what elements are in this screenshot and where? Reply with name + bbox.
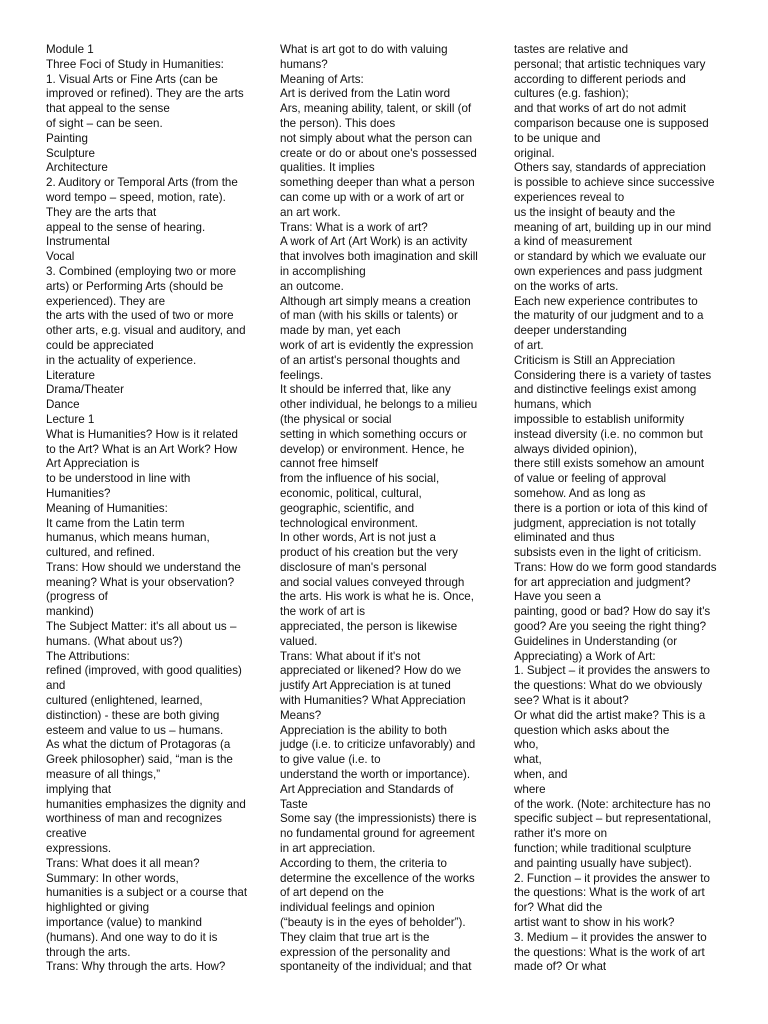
- text-line: of value or feeling of approval: [514, 472, 667, 486]
- text-line: Means?: [280, 708, 322, 722]
- text-line: from the influence of his social,: [280, 472, 440, 486]
- text-line: cultured (enlightened, learned,: [46, 694, 203, 708]
- text-line: technological environment.: [280, 516, 418, 530]
- text-line: setting in which something occurs or: [280, 427, 467, 441]
- text-line: (humans). And one way to do it is: [46, 930, 218, 944]
- text-line: the questions: What is the work of art: [514, 945, 705, 959]
- text-line: deeper understanding: [514, 324, 627, 338]
- text-line: worthiness of man and recognizes: [46, 812, 222, 826]
- text-line: and painting usually have subject).: [514, 856, 692, 870]
- text-line: artist want to show in his work?: [514, 916, 675, 930]
- text-line: mankind): [46, 605, 94, 619]
- text-line: in accomplishing: [280, 264, 366, 278]
- text-line: Or what did the artist make? This is a: [514, 708, 706, 722]
- text-line: humans. (What about us?): [46, 634, 183, 648]
- text-line: A work of Art (Art Work) is an activity: [280, 235, 468, 249]
- text-line: experienced). They are: [46, 294, 166, 308]
- text-line: to the Art? What is an Art Work? How: [46, 442, 238, 456]
- text-line: Lecture 1: [46, 412, 95, 426]
- text-line: arts) or Performing Arts (should be: [46, 279, 224, 293]
- text-line: distinction) - these are both giving: [46, 708, 220, 722]
- text-line: to give value (i.e. to: [280, 753, 381, 767]
- text-line: of an artist's personal thoughts and: [280, 353, 461, 367]
- text-line: always divided opinion),: [514, 442, 638, 456]
- text-line: determine the excellence of the works: [280, 871, 475, 885]
- text-line: and that works of art do not admit: [514, 102, 687, 116]
- text-line: cultures (e.g. fashion);: [514, 87, 629, 101]
- text-line: that involves both imagination and skill: [280, 250, 478, 264]
- text-line: They are the arts that: [46, 205, 157, 219]
- text-line: Criticism is Still an Appreciation: [514, 353, 676, 367]
- text-line: eliminated and thus: [514, 531, 615, 545]
- text-line: and social values conveyed through: [280, 575, 465, 589]
- text-line: The Subject Matter: it's all about us –: [46, 620, 237, 634]
- text-line: see? What is it about?: [514, 694, 629, 708]
- text-line: us the insight of beauty and the: [514, 205, 676, 219]
- text-line: They claim that true art is the: [280, 930, 430, 944]
- text-line: appreciated, the person is likewise: [280, 620, 458, 634]
- text-line: a kind of measurement: [514, 235, 632, 249]
- text-line: Summary: In other words,: [46, 871, 179, 885]
- text-line: on the works of arts.: [514, 279, 619, 293]
- text-line: specific subject – but representational,: [514, 812, 712, 826]
- text-line: the work of art is: [280, 605, 366, 619]
- text-line: word tempo – speed, motion, rate).: [46, 190, 226, 204]
- text-line: good? Are you seeing the right thing?: [514, 620, 707, 634]
- text-line: improved or refined). They are the arts: [46, 87, 244, 101]
- text-line: spontaneity of the individual; and that: [280, 960, 472, 974]
- text-line: for? What did the: [514, 901, 603, 915]
- text-line: 1. Visual Arts or Fine Arts (can be: [46, 72, 218, 86]
- text-line: humanities emphasizes the dignity and: [46, 797, 246, 811]
- text-line: no fundamental ground for agreement: [280, 827, 475, 841]
- text-line: an art work.: [280, 205, 341, 219]
- text-line: Instrumental: [46, 235, 110, 249]
- text-line: Art is derived from the Latin word: [280, 87, 451, 101]
- text-line: Literature: [46, 368, 95, 382]
- text-line: not simply about what the person can: [280, 131, 473, 145]
- text-line: Meaning of Humanities:: [46, 501, 168, 515]
- text-line: that appeal to the sense: [46, 102, 170, 116]
- text-line: and: [46, 679, 66, 693]
- text-line: of man (with his skills or talents) or: [280, 309, 458, 323]
- text-line: Dance: [46, 398, 80, 412]
- text-line: work of art is evidently the expression: [280, 338, 474, 352]
- text-line: personal; that artistic techniques vary: [514, 57, 706, 71]
- text-line: Guidelines in Understanding (or: [514, 634, 678, 648]
- text-line: in the actuality of experience.: [46, 353, 197, 367]
- text-line: 2. Auditory or Temporal Arts (from the: [46, 176, 238, 190]
- text-line: meaning? What is your observation?: [46, 575, 235, 589]
- text-line: humans?: [280, 57, 328, 71]
- text-line: the maturity of our judgment and to a: [514, 309, 704, 323]
- text-line: Trans: What about if it's not: [280, 649, 421, 663]
- text-line: In other words, Art is not just a: [280, 531, 436, 545]
- text-line: made by man, yet each: [280, 324, 401, 338]
- text-line: of sight – can be seen.: [46, 116, 163, 130]
- text-line: is possible to achieve since successive: [514, 176, 715, 190]
- text-line: individual feelings and opinion: [280, 901, 435, 915]
- text-line: Painting: [46, 131, 88, 145]
- text-line: subsists even in the light of criticism.: [514, 546, 702, 560]
- text-line: other individual, he belongs to a milieu: [280, 398, 478, 412]
- text-line: Ars, meaning ability, talent, or skill (of: [280, 102, 472, 116]
- text-line: importance (value) to mankind: [46, 916, 202, 930]
- text-line: Trans: How do we form good standards: [514, 560, 717, 574]
- text-line: It should be inferred that, like any: [280, 383, 451, 397]
- text-line: of art depend on the: [280, 886, 384, 900]
- text-line: the arts. His work is what he is. Once,: [280, 590, 474, 604]
- text-line: (“beauty is in the eyes of beholder”).: [280, 916, 466, 930]
- text-line: It came from the Latin term: [46, 516, 185, 530]
- text-line: in art appreciation.: [280, 842, 376, 856]
- text-line: or standard by which we evaluate our: [514, 250, 707, 264]
- text-line: cultured, and refined.: [46, 546, 155, 560]
- text-line: instead diversity (i.e. no common but: [514, 427, 703, 441]
- text-line: humans, which: [514, 398, 592, 412]
- text-line: 1. Subject – it provides the answers to: [514, 664, 710, 678]
- text-line: Although art simply means a creation: [280, 294, 471, 308]
- text-line: Three Foci of Study in Humanities:: [46, 57, 224, 71]
- text-line: Trans: How should we understand the: [46, 560, 241, 574]
- text-line: economic, political, cultural,: [280, 486, 422, 500]
- text-line: Some say (the impressionists) there is: [280, 812, 477, 826]
- text-line: disclosure of man's personal: [280, 560, 427, 574]
- text-line: original.: [514, 146, 555, 160]
- text-line: Art Appreciation is: [46, 457, 140, 471]
- text-line: appreciated or likened? How do we: [280, 664, 462, 678]
- text-column-1: [46, 43, 258, 975]
- text-line: can come up with or a work of art or: [280, 190, 465, 204]
- text-line: question which asks about the: [514, 723, 670, 737]
- text-line: The Attributions:: [46, 649, 130, 663]
- text-line: understand the worth or importance).: [280, 768, 471, 782]
- text-line: through the arts.: [46, 945, 131, 959]
- text-line: Drama/Theater: [46, 383, 124, 397]
- text-line: to be understood in line with: [46, 472, 191, 486]
- text-line: an outcome.: [280, 279, 344, 293]
- text-line: Have you seen a: [514, 590, 602, 604]
- text-line: create or do or about one's possessed: [280, 146, 477, 160]
- text-line: impossible to establish uniformity: [514, 412, 685, 426]
- text-line: other arts, e.g. visual and auditory, and: [46, 324, 246, 338]
- text-line: who,: [514, 738, 539, 752]
- text-line: painting, good or bad? How do say it's: [514, 605, 711, 619]
- text-line: Trans: What is a work of art?: [280, 220, 428, 234]
- text-line: Trans: What does it all mean?: [46, 856, 200, 870]
- text-line: Sculpture: [46, 146, 95, 160]
- text-line: could be appreciated: [46, 338, 154, 352]
- text-line: As what the dictum of Protagoras (a: [46, 738, 231, 752]
- text-line: (the physical or social: [280, 412, 392, 426]
- text-line: of art.: [514, 338, 544, 352]
- text-line: the arts with the used of two or more: [46, 309, 234, 323]
- text-line: esteem and value to us – humans.: [46, 723, 224, 737]
- text-line: made of? Or what: [514, 960, 607, 974]
- text-line: appeal to the sense of hearing.: [46, 220, 206, 234]
- text-line: product of his creation but the very: [280, 546, 458, 560]
- text-line: the person). This does: [280, 116, 396, 130]
- text-line: creative: [46, 827, 87, 841]
- text-line: experiences reveal to: [514, 190, 625, 204]
- text-line: Vocal: [46, 250, 75, 264]
- text-line: cannot free himself: [280, 457, 378, 471]
- text-line: tastes are relative and: [514, 43, 629, 56]
- text-line: According to them, the criteria to: [280, 856, 447, 870]
- text-line: expressions.: [46, 842, 112, 856]
- text-line: refined (improved, with good qualities): [46, 664, 242, 678]
- text-line: something deeper than what a person: [280, 176, 475, 190]
- text-line: comparison because one is supposed: [514, 116, 709, 130]
- text-line: Others say, standards of appreciation: [514, 161, 706, 175]
- text-line: what,: [514, 753, 542, 767]
- text-line: with Humanities? What Appreciation: [280, 694, 466, 708]
- text-line: when, and: [514, 768, 568, 782]
- text-line: Meaning of Arts:: [280, 72, 364, 86]
- text-line: Trans: Why through the arts. How?: [46, 960, 226, 974]
- text-line: humanus, which means human,: [46, 531, 210, 545]
- text-line: geographic, scientific, and: [280, 501, 415, 515]
- text-line: What is art got to do with valuing: [280, 43, 448, 56]
- text-line: 3. Combined (employing two or more: [46, 264, 237, 278]
- text-line: function; while traditional sculpture: [514, 842, 692, 856]
- text-line: Appreciating) a Work of Art:: [514, 649, 656, 663]
- text-line: 2. Function – it provides the answer to: [514, 871, 710, 885]
- text-line: measure of all things,”: [46, 768, 161, 782]
- text-line: for art appreciation and judgment?: [514, 575, 691, 589]
- text-line: judge (i.e. to criticize unfavorably) and: [280, 738, 476, 752]
- text-line: the questions: What is the work of art: [514, 886, 705, 900]
- text-line: where: [514, 782, 546, 796]
- text-line: valued.: [280, 634, 318, 648]
- text-line: justify Art Appreciation is at tuned: [280, 679, 451, 693]
- text-line: Taste: [280, 797, 308, 811]
- text-line: highlighted or giving: [46, 901, 150, 915]
- text-line: to be unique and: [514, 131, 601, 145]
- text-line: feelings.: [280, 368, 324, 382]
- text-line: Greek philosopher) said, “man is the: [46, 753, 233, 767]
- text-line: Appreciation is the ability to both: [280, 723, 447, 737]
- text-line: judgment, appreciation is not totally: [514, 516, 696, 530]
- text-line: 3. Medium – it provides the answer to: [514, 930, 707, 944]
- text-line: expression of the personality and: [280, 945, 451, 959]
- text-line: somehow. And as long as: [514, 486, 646, 500]
- text-line: implying that: [46, 782, 112, 796]
- text-line: meaning of art, building up in our mind: [514, 220, 712, 234]
- text-column-2: [280, 43, 492, 975]
- text-line: Humanities?: [46, 486, 111, 500]
- text-line: Art Appreciation and Standards of: [280, 782, 454, 796]
- text-line: and distinctive feelings exist among: [514, 383, 697, 397]
- text-line: Architecture: [46, 161, 108, 175]
- text-line: qualities. It implies: [280, 161, 375, 175]
- text-line: develop) or environment. Hence, he: [280, 442, 465, 456]
- text-line: the questions: What do we obviously: [514, 679, 703, 693]
- text-line: What is Humanities? How is it related: [46, 427, 239, 441]
- text-line: humanities is a subject or a course that: [46, 886, 248, 900]
- text-line: there still exists somehow an amount: [514, 457, 705, 471]
- text-line: of the work. (Note: architecture has no: [514, 797, 711, 811]
- text-line: according to different periods and: [514, 72, 686, 86]
- text-line: Considering there is a variety of tastes: [514, 368, 712, 382]
- text-line: there is a portion or iota of this kind of: [514, 501, 708, 515]
- text-column-3: [514, 43, 726, 975]
- text-line: (progress of: [46, 590, 108, 604]
- text-line: Each new experience contributes to: [514, 294, 698, 308]
- text-line: rather it's more on: [514, 827, 608, 841]
- text-line: Module 1: [46, 43, 94, 56]
- text-line: own experiences and pass judgment: [514, 264, 703, 278]
